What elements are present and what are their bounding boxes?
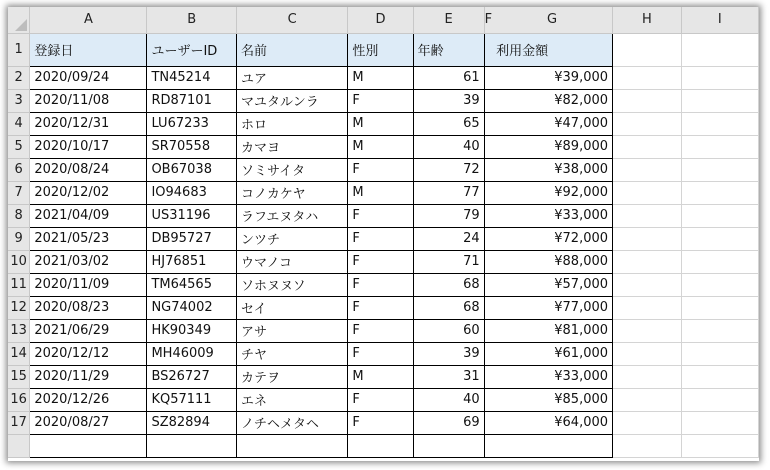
- column-header-b[interactable]: B: [147, 7, 237, 33]
- empty-cell[interactable]: [681, 434, 758, 457]
- table-row: [8, 342, 759, 365]
- empty-cell[interactable]: [613, 411, 682, 434]
- cell-spacer: [484, 319, 492, 342]
- cell-name[interactable]: エネ: [237, 388, 348, 411]
- cell-name[interactable]: アサ: [237, 319, 348, 342]
- cell-name[interactable]: カテヲ: [237, 365, 348, 388]
- cell-date[interactable]: 2020/11/09: [30, 273, 147, 296]
- cell-spacer: [484, 181, 492, 204]
- row-header[interactable]: 8: [8, 204, 30, 227]
- cell-age[interactable]: 40: [413, 388, 484, 411]
- cell-date[interactable]: 2020/08/27: [30, 411, 147, 434]
- row-header[interactable]: 2: [8, 66, 30, 89]
- cell-name[interactable]: コノカケヤ: [237, 181, 348, 204]
- cell-user-id[interactable]: BS26727: [147, 365, 237, 388]
- empty-cell[interactable]: [147, 434, 237, 457]
- cell-amount[interactable]: ¥89,000: [492, 135, 612, 158]
- cell-age[interactable]: 71: [413, 250, 484, 273]
- column-header-row: [8, 7, 759, 33]
- empty-cell[interactable]: [613, 33, 682, 66]
- cell-user-id[interactable]: NG74002: [147, 296, 237, 319]
- cell-date[interactable]: 2020/10/17: [30, 135, 147, 158]
- cell-spacer: [484, 135, 492, 158]
- empty-cell[interactable]: [681, 388, 758, 411]
- row-header[interactable]: 5: [8, 135, 30, 158]
- cell-gender[interactable]: M: [348, 181, 413, 204]
- header-cell-date[interactable]: 登録日: [30, 33, 147, 66]
- cell-user-id[interactable]: HK90349: [147, 319, 237, 342]
- spreadsheet-grid: [8, 7, 759, 458]
- empty-cell[interactable]: [613, 227, 682, 250]
- empty-cell[interactable]: [681, 66, 758, 89]
- cell-age[interactable]: 72: [413, 158, 484, 181]
- cell-spacer: [484, 227, 492, 250]
- row-header[interactable]: 7: [8, 181, 30, 204]
- table-header-row: [8, 33, 759, 66]
- spreadsheet-frame: [8, 7, 759, 461]
- cell-date[interactable]: 2020/12/02: [30, 181, 147, 204]
- cell-amount[interactable]: ¥39,000: [492, 66, 612, 89]
- row-header[interactable]: 4: [8, 112, 30, 135]
- empty-cell[interactable]: [613, 158, 682, 181]
- empty-cell[interactable]: [681, 250, 758, 273]
- cell-spacer: [484, 296, 492, 319]
- cell-date[interactable]: 2020/11/29: [30, 365, 147, 388]
- cell-age[interactable]: 39: [413, 342, 484, 365]
- cell-user-id[interactable]: HJ76851: [147, 250, 237, 273]
- cell-spacer: [484, 112, 492, 135]
- table-row: [8, 227, 759, 250]
- cell-gender[interactable]: F: [348, 89, 413, 112]
- cell-name[interactable]: ウマノコ: [237, 250, 348, 273]
- cell-gender[interactable]: F: [348, 342, 413, 365]
- row-header[interactable]: 16: [8, 388, 30, 411]
- empty-cell[interactable]: [613, 434, 682, 457]
- empty-cell[interactable]: [613, 319, 682, 342]
- cell-age[interactable]: 65: [413, 112, 484, 135]
- empty-cell[interactable]: [681, 296, 758, 319]
- cell-gender[interactable]: M: [348, 112, 413, 135]
- cell-user-id[interactable]: US31196: [147, 204, 237, 227]
- empty-cell[interactable]: [492, 434, 612, 457]
- column-header-d[interactable]: D: [348, 7, 413, 33]
- table-row: [8, 411, 759, 434]
- row-header[interactable]: 15: [8, 365, 30, 388]
- empty-cell[interactable]: [613, 66, 682, 89]
- cell-spacer: [484, 342, 492, 365]
- empty-cell[interactable]: [681, 273, 758, 296]
- empty-cell[interactable]: [613, 250, 682, 273]
- cell-user-id[interactable]: MH46009: [147, 342, 237, 365]
- cell-spacer: [484, 158, 492, 181]
- cell-gender[interactable]: M: [348, 365, 413, 388]
- empty-cell[interactable]: [613, 181, 682, 204]
- cell-gender[interactable]: F: [348, 319, 413, 342]
- empty-cell[interactable]: [681, 342, 758, 365]
- cell-name[interactable]: ノチヘメタヘ: [237, 411, 348, 434]
- table-row: [8, 319, 759, 342]
- cell-date[interactable]: 2020/08/24: [30, 158, 147, 181]
- cell-name[interactable]: ソホヌヌソ: [237, 273, 348, 296]
- table-row: [8, 112, 759, 135]
- header-cell-name[interactable]: 名前: [237, 33, 348, 66]
- table-row: [8, 365, 759, 388]
- empty-cell[interactable]: [613, 365, 682, 388]
- column-header-f[interactable]: F: [484, 7, 492, 33]
- empty-cell[interactable]: [348, 434, 413, 457]
- cell-user-id[interactable]: KQ57111: [147, 388, 237, 411]
- cell-date[interactable]: 2020/12/31: [30, 112, 147, 135]
- cell-amount[interactable]: ¥85,000: [492, 388, 612, 411]
- cell-gender[interactable]: F: [348, 227, 413, 250]
- empty-cell[interactable]: [681, 411, 758, 434]
- cell-gender[interactable]: F: [348, 296, 413, 319]
- cell-date[interactable]: 2020/12/12: [30, 342, 147, 365]
- table-row: [8, 204, 759, 227]
- cell-amount[interactable]: ¥57,000: [492, 273, 612, 296]
- row-header[interactable]: 6: [8, 158, 30, 181]
- empty-cell[interactable]: [613, 388, 682, 411]
- table-row: [8, 135, 759, 158]
- cell-spacer: [484, 89, 492, 112]
- cell-date[interactable]: 2020/12/26: [30, 388, 147, 411]
- empty-cell[interactable]: [681, 135, 758, 158]
- cell-amount[interactable]: ¥82,000: [492, 89, 612, 112]
- cell-amount[interactable]: ¥38,000: [492, 158, 612, 181]
- empty-cell[interactable]: [681, 158, 758, 181]
- empty-cell[interactable]: [613, 89, 682, 112]
- cell-spacer: [484, 365, 492, 388]
- cell-user-id[interactable]: SZ82894: [147, 411, 237, 434]
- empty-cell[interactable]: [681, 89, 758, 112]
- empty-cell[interactable]: [30, 434, 147, 457]
- table-row: [8, 181, 759, 204]
- row-header[interactable]: 11: [8, 273, 30, 296]
- empty-cell[interactable]: [237, 434, 348, 457]
- select-all-corner[interactable]: [8, 7, 30, 33]
- cell-gender[interactable]: F: [348, 411, 413, 434]
- cell-name[interactable]: ソミサイタ: [237, 158, 348, 181]
- cell-age[interactable]: 77: [413, 181, 484, 204]
- cell-user-id[interactable]: TM64565: [147, 273, 237, 296]
- column-header-a[interactable]: A: [30, 7, 147, 33]
- table-row-partial: [8, 434, 759, 457]
- cell-age[interactable]: 68: [413, 273, 484, 296]
- cell-amount[interactable]: ¥47,000: [492, 112, 612, 135]
- cell-name[interactable]: カマヨ: [237, 135, 348, 158]
- cell-name[interactable]: ンツチ: [237, 227, 348, 250]
- cell-gender[interactable]: M: [348, 66, 413, 89]
- cell-date[interactable]: 2021/06/29: [30, 319, 147, 342]
- empty-cell[interactable]: [613, 342, 682, 365]
- cell-amount[interactable]: ¥88,000: [492, 250, 612, 273]
- cell-amount[interactable]: ¥64,000: [492, 411, 612, 434]
- table-row: [8, 89, 759, 112]
- row-header[interactable]: 1: [8, 33, 30, 66]
- cell-amount[interactable]: ¥61,000: [492, 342, 612, 365]
- cell-gender[interactable]: F: [348, 158, 413, 181]
- row-header[interactable]: 10: [8, 250, 30, 273]
- empty-cell[interactable]: [681, 319, 758, 342]
- cell-gender[interactable]: F: [348, 250, 413, 273]
- cell-age[interactable]: 69: [413, 411, 484, 434]
- column-header-g[interactable]: G: [492, 7, 612, 33]
- header-cell-gender[interactable]: 性別: [348, 33, 413, 66]
- empty-cell[interactable]: [613, 296, 682, 319]
- cell-user-id[interactable]: DB95727: [147, 227, 237, 250]
- cell-name[interactable]: マユタルンラ: [237, 89, 348, 112]
- empty-cell[interactable]: [484, 434, 492, 457]
- row-header[interactable]: 17: [8, 411, 30, 434]
- cell-user-id[interactable]: OB67038: [147, 158, 237, 181]
- cell-name[interactable]: ホロ: [237, 112, 348, 135]
- cell-name[interactable]: ユア: [237, 66, 348, 89]
- cell-spacer: [484, 204, 492, 227]
- column-header-c[interactable]: C: [237, 7, 348, 33]
- cell-name[interactable]: セイ: [237, 296, 348, 319]
- table-row: [8, 250, 759, 273]
- cell-amount[interactable]: ¥33,000: [492, 204, 612, 227]
- cell-amount[interactable]: ¥92,000: [492, 181, 612, 204]
- cell-name[interactable]: チヤ: [237, 342, 348, 365]
- cell-spacer: [484, 66, 492, 89]
- cell-age[interactable]: 31: [413, 365, 484, 388]
- cell-user-id[interactable]: SR70558: [147, 135, 237, 158]
- cell-date[interactable]: 2020/08/23: [30, 296, 147, 319]
- header-cell-amount[interactable]: 利用金額: [492, 33, 612, 66]
- cell-date[interactable]: 2021/03/02: [30, 250, 147, 273]
- cell-amount[interactable]: ¥81,000: [492, 319, 612, 342]
- cell-user-id[interactable]: LU67233: [147, 112, 237, 135]
- cell-age[interactable]: 39: [413, 89, 484, 112]
- cell-spacer: [484, 250, 492, 273]
- empty-cell[interactable]: [681, 33, 758, 66]
- cell-amount[interactable]: ¥33,000: [492, 365, 612, 388]
- select-all-triangle-icon: [15, 19, 27, 31]
- row-header[interactable]: 14: [8, 342, 30, 365]
- empty-cell[interactable]: [613, 112, 682, 135]
- empty-cell[interactable]: [613, 273, 682, 296]
- cell-gender[interactable]: F: [348, 204, 413, 227]
- row-header[interactable]: [8, 434, 30, 457]
- empty-cell[interactable]: [413, 434, 484, 457]
- cell-user-id[interactable]: RD87101: [147, 89, 237, 112]
- header-cell-age[interactable]: 年齢: [413, 33, 484, 66]
- empty-cell[interactable]: [613, 135, 682, 158]
- cell-date[interactable]: 2021/05/23: [30, 227, 147, 250]
- cell-age[interactable]: 60: [413, 319, 484, 342]
- table-row: [8, 66, 759, 89]
- empty-cell[interactable]: [681, 227, 758, 250]
- cell-age[interactable]: 79: [413, 204, 484, 227]
- header-cell-spacer: [484, 33, 492, 66]
- table-row: [8, 296, 759, 319]
- empty-cell[interactable]: [681, 112, 758, 135]
- empty-cell[interactable]: [681, 181, 758, 204]
- cell-user-id[interactable]: IO94683: [147, 181, 237, 204]
- cell-spacer: [484, 388, 492, 411]
- cell-name[interactable]: ラフエヌタハ: [237, 204, 348, 227]
- cell-date[interactable]: 2020/09/24: [30, 66, 147, 89]
- cell-date[interactable]: 2020/11/08: [30, 89, 147, 112]
- cell-age[interactable]: 40: [413, 135, 484, 158]
- row-header[interactable]: 3: [8, 89, 30, 112]
- table-row: [8, 158, 759, 181]
- cell-date[interactable]: 2021/04/09: [30, 204, 147, 227]
- cell-age[interactable]: 68: [413, 296, 484, 319]
- empty-cell[interactable]: [681, 365, 758, 388]
- empty-cell[interactable]: [613, 204, 682, 227]
- cell-age[interactable]: 61: [413, 66, 484, 89]
- empty-cell[interactable]: [681, 204, 758, 227]
- cell-age[interactable]: 24: [413, 227, 484, 250]
- column-header-i[interactable]: I: [681, 7, 758, 33]
- cell-spacer: [484, 411, 492, 434]
- cell-gender[interactable]: M: [348, 135, 413, 158]
- cell-gender[interactable]: F: [348, 388, 413, 411]
- table-row: [8, 273, 759, 296]
- header-cell-user-id[interactable]: ユーザーID: [147, 33, 237, 66]
- row-header[interactable]: 13: [8, 319, 30, 342]
- column-header-h[interactable]: H: [613, 7, 682, 33]
- cell-spacer: [484, 273, 492, 296]
- cell-gender[interactable]: F: [348, 273, 413, 296]
- row-header[interactable]: 9: [8, 227, 30, 250]
- table-row: [8, 388, 759, 411]
- cell-amount[interactable]: ¥77,000: [492, 296, 612, 319]
- cell-user-id[interactable]: TN45214: [147, 66, 237, 89]
- cell-amount[interactable]: ¥72,000: [492, 227, 612, 250]
- column-header-e[interactable]: E: [413, 7, 484, 33]
- row-header[interactable]: 12: [8, 296, 30, 319]
